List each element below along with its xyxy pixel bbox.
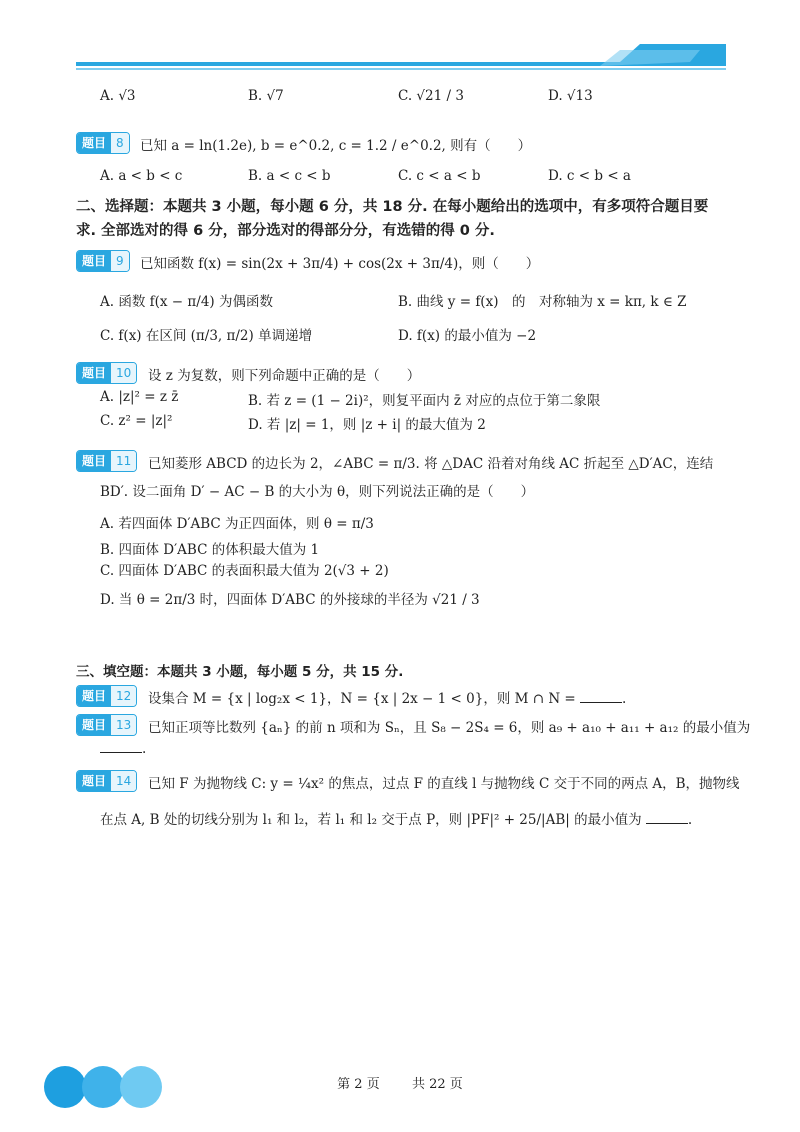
q9-option-b: B. 曲线 y = f(x) 的 对称轴为 x = kπ, k ∈ Z	[398, 294, 687, 310]
question-tag-14	[76, 770, 137, 792]
q14-stem-line1: 已知 F 为抛物线 C: y = ¼x² 的焦点，过点 F 的直线 l 与抛物线 C 交于不同的两点 A，B，抛物线	[148, 776, 740, 792]
q12-stem: 设集合 M = {x | log₂x < 1}，N = {x | 2x − 1 < 0}，则 M ∩ N =	[148, 691, 576, 707]
question-tag-10	[76, 362, 137, 384]
q9-option-d: D. f(x) 的最小值为 −2	[398, 328, 537, 344]
section2-heading-line1: 二、选择题：本题共 3 小题，每小题 6 分，共 18 分. 在每小题给出的选项中，有多项符合题目要	[76, 199, 709, 215]
q9-stem: 已知函数 f(x) = sin(2x + 3π/4) + cos(2x + 3π/4)，则（ ）	[140, 256, 540, 272]
q11-stem-line2: BD′. 设二面角 D′ − AC − B 的大小为 θ，则下列说法正确的是（ ）	[100, 484, 535, 500]
tag-label: 题目	[77, 363, 111, 383]
q14-line2: 在点 A, B 处的切线分别为 l₁ 和 l₂，若 l₁ 和 l₂ 交于点 P，则 |PF|² + 25/|AB| 的最小值为 .	[100, 812, 693, 828]
q11-option-d: D. 当 θ = 2π/3 时，四面体 D′ABC 的外接球的半径为 √21 / 3	[100, 592, 480, 608]
tag-label: 题目	[77, 251, 111, 271]
question-tag-11	[76, 450, 137, 472]
tag-label: 题目	[77, 715, 111, 735]
q8-option-b: B. a < c < b	[248, 168, 331, 184]
question-tag-8	[76, 132, 130, 154]
question-tag-9	[76, 250, 130, 272]
tag-label: 题目	[77, 686, 111, 706]
answer-blank	[100, 740, 142, 753]
q11-option-c: C. 四面体 D′ABC 的表面积最大值为 2(√3 + 2)	[100, 563, 389, 579]
q7-option-d: D. √13	[548, 88, 593, 104]
q9-option-c: C. f(x) 在区间 (π/3, π/2) 单调递增	[100, 328, 313, 344]
q14-stem-line2: 在点 A, B 处的切线分别为 l₁ 和 l₂，若 l₁ 和 l₂ 交于点 P，则 |PF|² + 25/|AB| 的最小值为	[100, 812, 642, 828]
q8-option-c: C. c < a < b	[398, 168, 481, 184]
q10-option-b: B. 若 z = (1 − 2i)²，则复平面内 z̄ 对应的点位于第二象限	[248, 393, 601, 409]
header-decoration	[0, 0, 800, 80]
tag-label: 题目	[77, 451, 111, 471]
q10-stem: 设 z 为复数，则下列命题中正确的是（ ）	[148, 368, 421, 384]
tag-number: 12	[111, 686, 136, 706]
tag-number: 10	[111, 363, 136, 383]
q11-option-a: A. 若四面体 D′ABC 为正四面体，则 θ = π/3	[100, 516, 374, 532]
tag-number: 11	[111, 451, 136, 471]
page-footer	[0, 1073, 800, 1092]
q10-option-a: A. |z|² = z z̄	[100, 389, 179, 405]
q13-answer-line: .	[100, 740, 146, 757]
tag-number: 13	[111, 715, 136, 735]
section2-heading-line2: 求. 全部选对的得 6 分，部分选对的得部分分，有选错的得 0 分.	[76, 223, 495, 239]
tag-number: 8	[111, 133, 129, 153]
q12-line: 设集合 M = {x | log₂x < 1}，N = {x | 2x − 1 < 0}，则 M ∩ N = .	[148, 691, 627, 707]
q9-option-a: A. 函数 f(x − π/4) 为偶函数	[100, 294, 273, 310]
tag-number: 9	[111, 251, 129, 271]
q7-option-b: B. √7	[248, 88, 284, 104]
q10-option-c: C. z² = |z|²	[100, 413, 173, 429]
q13-stem: 已知正项等比数列 {aₙ} 的前 n 项和为 Sₙ，且 S₈ − 2S₄ = 6，则 a₉ + a₁₀ + a₁₁ + a₁₂ 的最小值为	[148, 720, 751, 736]
q8-option-d: D. c < b < a	[548, 168, 631, 184]
question-tag-13	[76, 714, 137, 736]
q8-stem: 已知 a = ln(1.2e), b = e^0.2, c = 1.2 / e^0.2, 则有（ ）	[140, 138, 532, 154]
page-total: 共 22 页	[412, 1077, 463, 1092]
page-number: 第 2 页	[337, 1077, 380, 1092]
question-tag-12	[76, 685, 137, 707]
tag-label: 题目	[77, 771, 111, 791]
q10-option-d: D. 若 |z| = 1，则 |z + i| 的最大值为 2	[248, 417, 486, 433]
answer-blank	[646, 811, 688, 824]
section3-heading: 三、填空题：本题共 3 小题，每小题 5 分，共 15 分.	[76, 664, 404, 680]
q7-option-a: A. √3	[100, 88, 136, 104]
q11-option-b: B. 四面体 D′ABC 的体积最大值为 1	[100, 542, 320, 558]
q11-stem-line1: 已知菱形 ABCD 的边长为 2，∠ABC = π/3. 将 △DAC 沿着对角线 AC 折起至 △D′AC，连结	[148, 456, 714, 472]
tag-number: 14	[111, 771, 136, 791]
q7-option-c: C. √21 / 3	[398, 88, 464, 104]
q8-option-a: A. a < b < c	[100, 168, 183, 184]
tag-label: 题目	[77, 133, 111, 153]
answer-blank	[580, 690, 622, 703]
